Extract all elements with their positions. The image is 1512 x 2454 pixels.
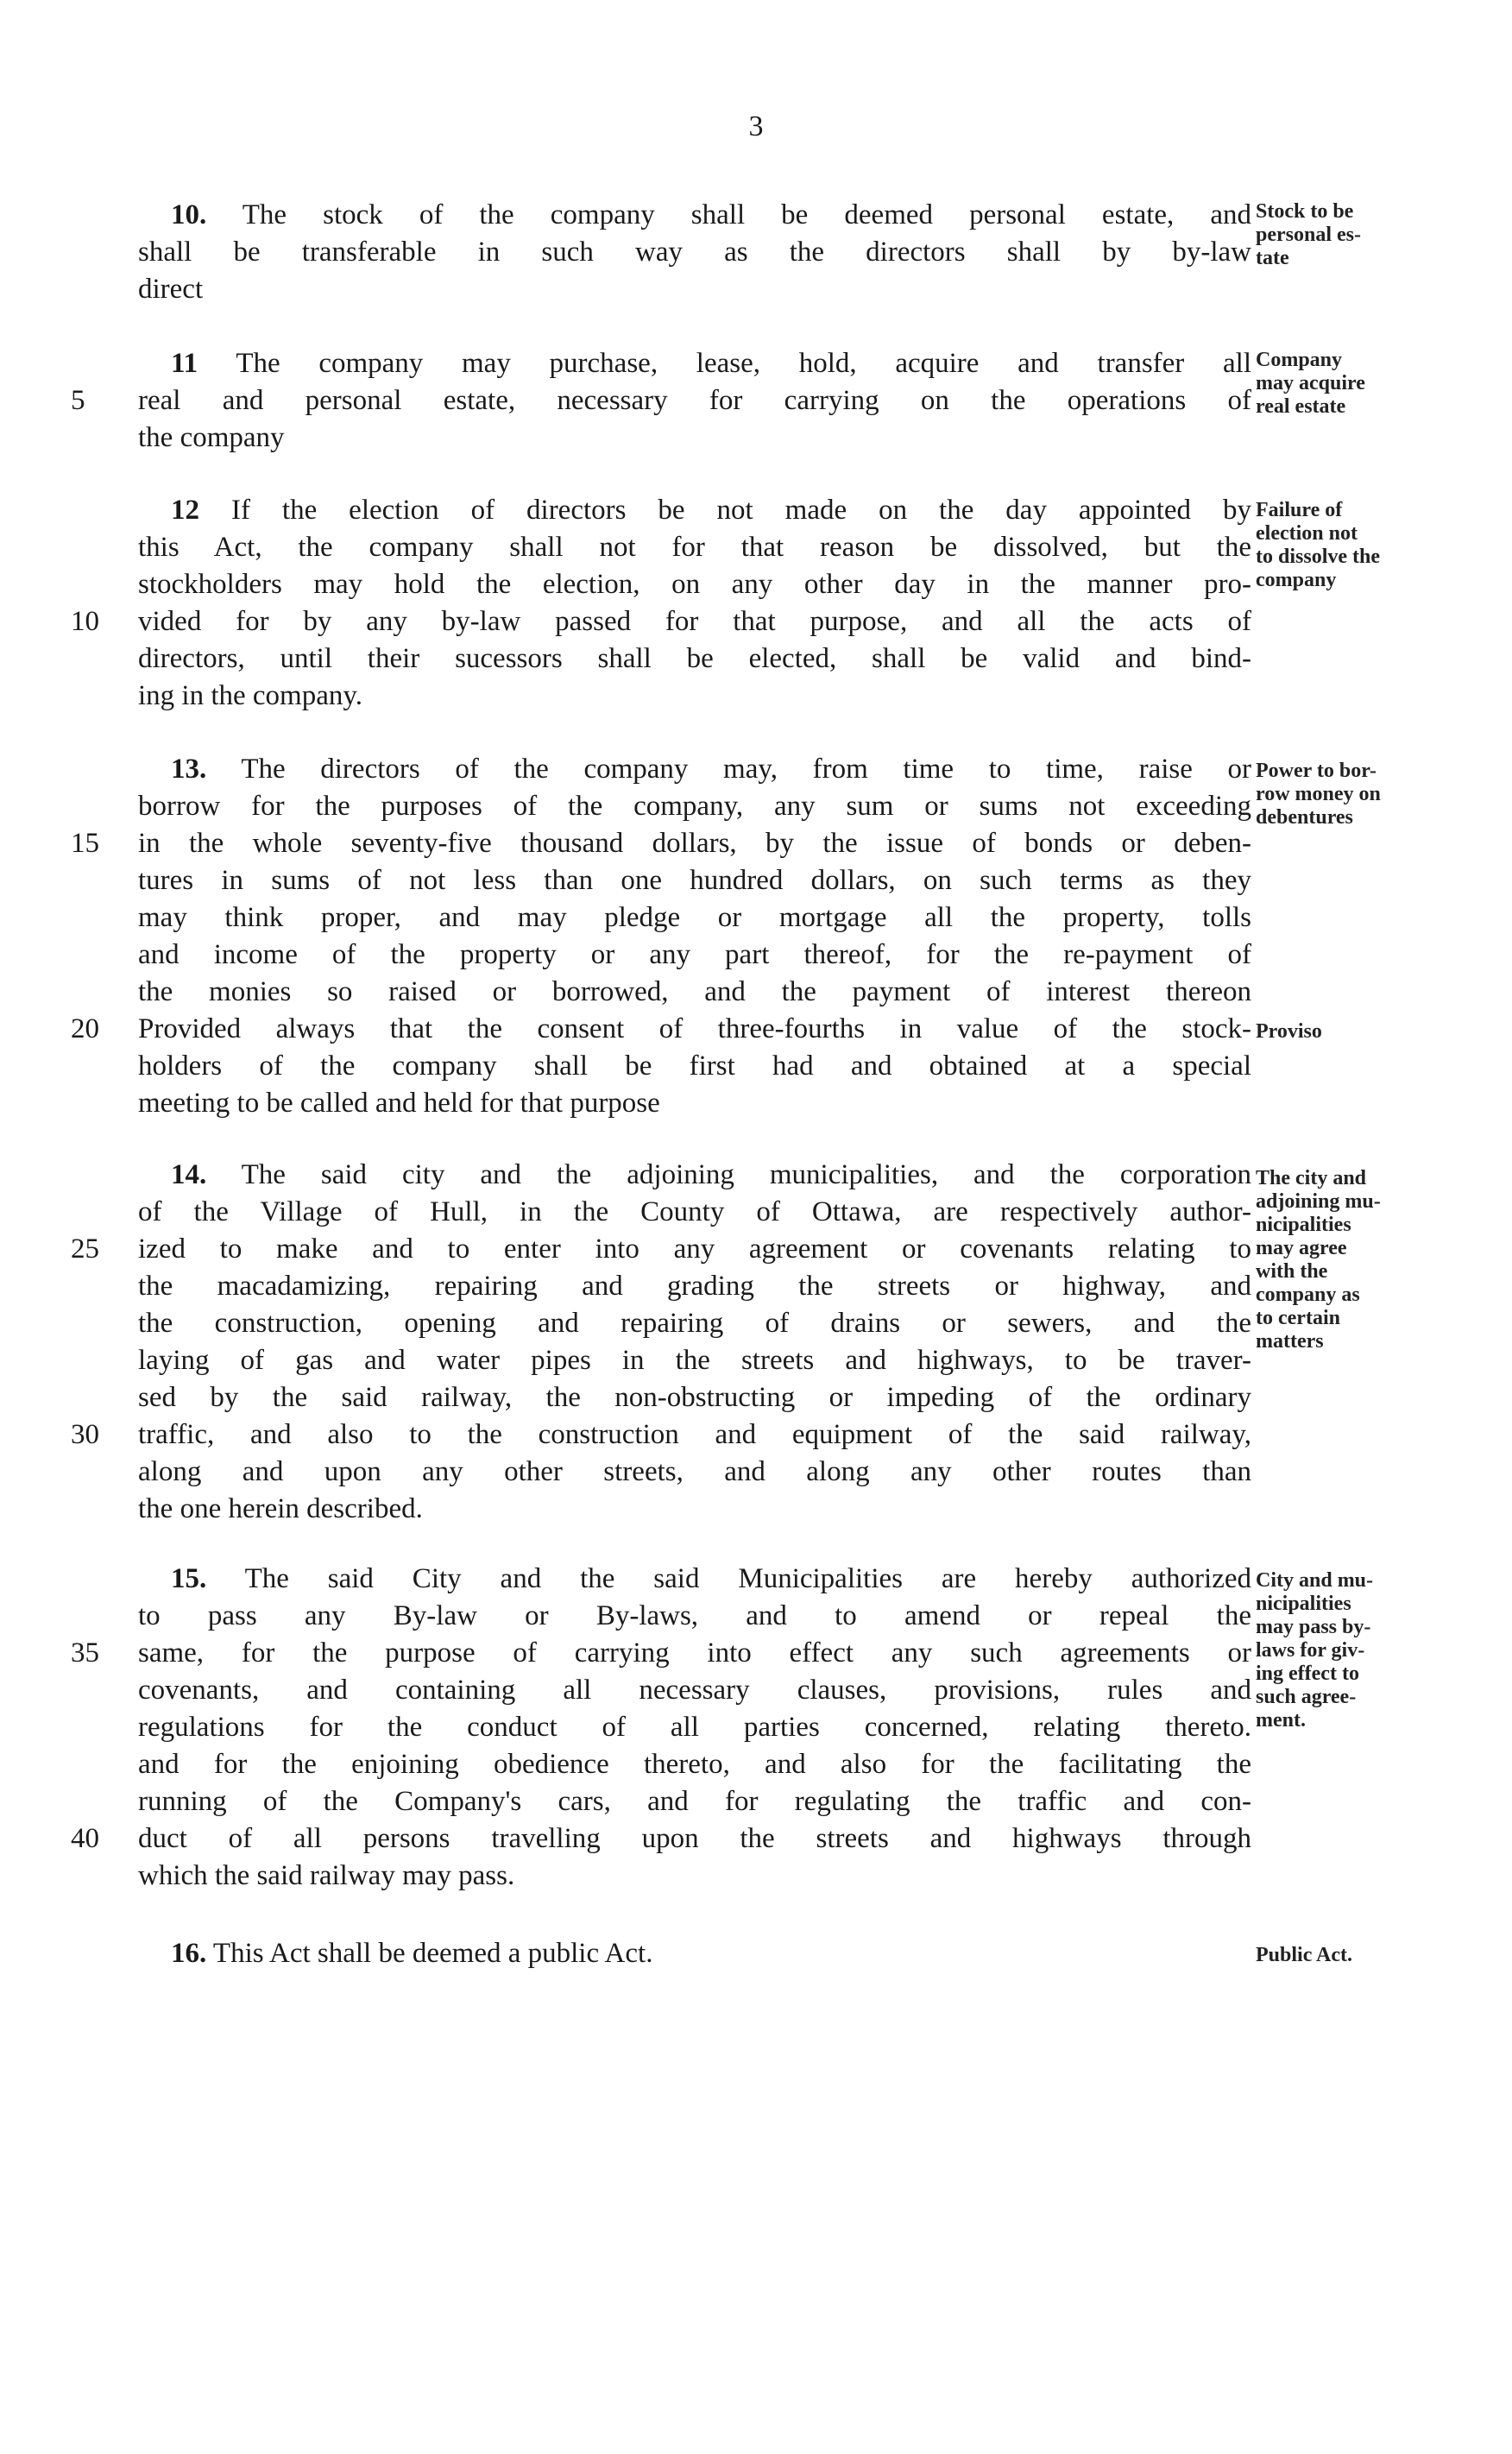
text-line: 40 duct of all persons travelling upon the streets and highways through bbox=[138, 1820, 1251, 1858]
text-line: the one herein described. bbox=[138, 1493, 423, 1524]
text-line: 5 real and personal estate, necessary for carrying on the operations of bbox=[138, 382, 1251, 420]
section-13 bbox=[71, 751, 1252, 1122]
text-line: meeting to be called and held for that purpose bbox=[138, 1088, 660, 1119]
section-10 bbox=[138, 197, 1251, 308]
text-line: 15. The said City and the said Municipalities are hereby authorized bbox=[171, 1563, 1252, 1594]
margin-note: The city and adjoining mu- nicipalities may agree with the company as to certain matters bbox=[1256, 1167, 1381, 1353]
text-line: the company bbox=[138, 422, 285, 453]
line-number: 30 bbox=[71, 1419, 99, 1450]
line-number: 40 bbox=[71, 1823, 99, 1854]
margin-note-proviso: Proviso bbox=[1256, 1020, 1322, 1043]
text-line: 11 The company may purchase, lease, hold, acquire and transfer all bbox=[171, 348, 1251, 379]
margin-note: Public Act. bbox=[1256, 1944, 1352, 1966]
text-line: 30 traffic, and also to the construction and equipment of the said railway, bbox=[138, 1416, 1251, 1454]
text-line: 13. The directors of the company may, from time to time, raise or bbox=[171, 754, 1252, 785]
text-line: covenants, and containing all necessary clauses, provisions, rules and bbox=[138, 1675, 1251, 1706]
text-line: 10. The stock of the company shall be deemed personal estate, and bbox=[171, 199, 1252, 230]
margin-note: Failure of election not to dissolve the company bbox=[1256, 499, 1380, 591]
text-line: which the said railway may pass. bbox=[138, 1860, 515, 1891]
margin-note: Stock to be personal es- tate bbox=[1256, 200, 1361, 269]
text-line: tures in sums of not less than one hundred dollars, on such terms as they bbox=[138, 865, 1251, 896]
text-line: this Act, the company shall not for that reason be dissolved, but the bbox=[138, 532, 1251, 563]
text-line: 10 vided for by any by-law passed for that purpose, and all the acts of bbox=[138, 603, 1251, 640]
margin-note: City and mu- nicipalities may pass by- laws for giv- ing effect to such agree- ment. bbox=[1256, 1569, 1374, 1732]
section-12 bbox=[71, 492, 1252, 715]
text-line: laying of gas and water pipes in the streets and highways, to be traver- bbox=[138, 1345, 1251, 1376]
text-line: along and upon any other streets, and along any other routes than bbox=[138, 1456, 1251, 1487]
text-line: stockholders may hold the election, on any other day in the manner pro- bbox=[138, 569, 1251, 600]
page-number: 3 bbox=[748, 110, 764, 142]
text-line: 14. The said city and the adjoining municipalities, and the corporation bbox=[171, 1159, 1251, 1190]
text-line: the macadamizing, repairing and grading the streets or highway, and bbox=[138, 1271, 1251, 1302]
line-number: 5 bbox=[71, 385, 85, 416]
text-line: 35 same, for the purpose of carrying into effect any such agreements or bbox=[138, 1635, 1251, 1672]
section-number: 16. bbox=[171, 1938, 207, 1969]
line-number: 10 bbox=[71, 606, 99, 637]
line-number: 25 bbox=[71, 1233, 99, 1265]
section-number: 12 bbox=[171, 495, 199, 526]
text-line: and income of the property or any part thereof, for the re-payment of bbox=[138, 939, 1251, 970]
text-line: the monies so raised or borrowed, and the payment of interest thereon bbox=[138, 976, 1251, 1007]
text-line: 15 in the whole seventy-five thousand dollars, by the issue of bonds or deben- bbox=[138, 825, 1251, 862]
section-number: 13. bbox=[171, 754, 207, 785]
line-number: 15 bbox=[71, 828, 99, 859]
text-line: and for the enjoining obedience thereto, and also for the facilitating the bbox=[138, 1749, 1251, 1780]
section-number: 10. bbox=[171, 199, 207, 230]
text-line: direct bbox=[138, 274, 204, 305]
line-number: 35 bbox=[71, 1637, 99, 1669]
text-line: holders of the company shall be first had and obtained at a special bbox=[138, 1050, 1251, 1082]
text-line: shall be transferable in such way as the directors shall by by-law bbox=[138, 237, 1251, 268]
text-line: may think proper, and may pledge or mortgage all the property, tolls bbox=[138, 902, 1251, 933]
line-number: 20 bbox=[71, 1013, 99, 1044]
section-number: 14. bbox=[171, 1159, 207, 1190]
text-line: 20 Provided always that the consent of three-fourths in value of the stock- bbox=[138, 1011, 1251, 1048]
section-16 bbox=[138, 1935, 1251, 1972]
text-line: running of the Company's cars, and for regulating the traffic and con- bbox=[138, 1786, 1251, 1817]
text-line: of the Village of Hull, in the County of Ottawa, are respectively author- bbox=[138, 1196, 1251, 1227]
text-line: regulations for the conduct of all parties concerned, relating thereto. bbox=[138, 1712, 1251, 1743]
text-line: the construction, opening and repairing of drains or sewers, and the bbox=[138, 1308, 1251, 1339]
section-number: 15. bbox=[171, 1563, 207, 1594]
text-line: directors, until their sucessors shall be elected, shall be valid and bind- bbox=[138, 643, 1251, 674]
section-number: 11 bbox=[171, 348, 198, 379]
text-line: 16. This Act shall be deemed a public Act. bbox=[171, 1938, 653, 1969]
text-line: sed by the said railway, the non-obstructing or impeding of the ordinary bbox=[138, 1382, 1251, 1413]
section-14 bbox=[71, 1157, 1251, 1528]
text-line: to pass any By-law or By-laws, and to amend or repeal the bbox=[138, 1600, 1251, 1631]
text-line: borrow for the purposes of the company, any sum or sums not exceeding bbox=[138, 791, 1251, 822]
section-11 bbox=[71, 345, 1251, 457]
margin-note: Company may acquire real estate bbox=[1256, 349, 1365, 418]
section-15 bbox=[71, 1561, 1252, 1895]
text-line: 25 ized to make and to enter into any agreement or covenants relating to bbox=[138, 1231, 1251, 1268]
margin-note: Power to bor- row money on debentures bbox=[1256, 760, 1381, 829]
text-line: ing in the company. bbox=[138, 680, 362, 711]
text-line: 12 If the election of directors be not made on the day appointed by bbox=[171, 495, 1252, 526]
